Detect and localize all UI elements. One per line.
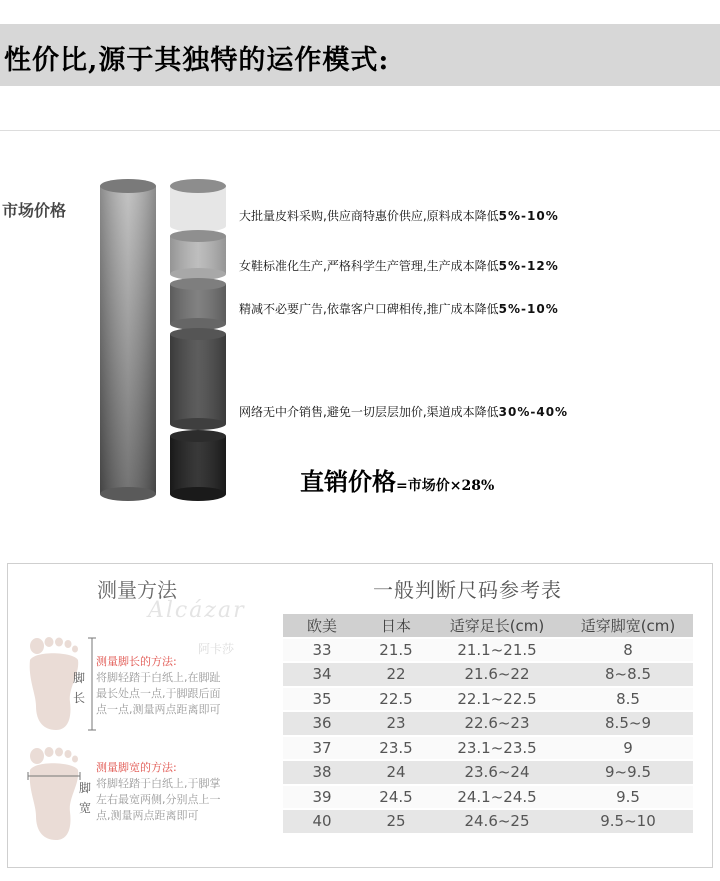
size-table [283, 612, 693, 835]
cell-length: 22.1~22.5 [431, 688, 563, 711]
cell-jp: 23.5 [361, 737, 431, 760]
col-header-japan: 日本 [361, 614, 431, 637]
page-title: 性价比,源于其独特的运作模式: [4, 45, 390, 76]
cell-length: 22.6~23 [431, 712, 563, 735]
cell-jp: 23 [361, 712, 431, 735]
cell-width: 9.5~10 [563, 810, 693, 833]
table-row [283, 663, 693, 686]
cell-width: 9 [563, 737, 693, 760]
table-row [283, 712, 693, 735]
cell-width: 9.5 [563, 786, 693, 809]
cell-eu: 40 [283, 810, 361, 833]
cell-jp: 22.5 [361, 688, 431, 711]
brand-watermark: Alcázar [148, 598, 246, 623]
market-price-label: 市场价格 [2, 201, 67, 220]
foot-length-side-label: 脚长 [72, 671, 85, 705]
cell-eu: 39 [283, 786, 361, 809]
size-table-title: 一般判断尺码参考表 [373, 578, 562, 602]
col-header-foot-length: 适穿足长(cm) [431, 614, 563, 637]
cell-width: 8.5~9 [563, 712, 693, 735]
cell-length: 21.6~22 [431, 663, 563, 686]
foot-length-icon [22, 634, 102, 734]
cell-length: 21.1~21.5 [431, 639, 563, 662]
cell-jp: 21.5 [361, 639, 431, 662]
divider [0, 130, 720, 131]
cell-eu: 33 [283, 639, 361, 662]
cell-jp: 25 [361, 810, 431, 833]
header-bar [0, 24, 720, 86]
cell-jp: 24.5 [361, 786, 431, 809]
cell-eu: 36 [283, 712, 361, 735]
table-row [283, 786, 693, 809]
table-row [283, 810, 693, 833]
width-method-text: 测量脚宽的方法: 将脚轻踏于白纸上,于脚掌 左右最宽两侧,分别点上一 点,测量两点距离即可 [96, 761, 221, 822]
cell-length: 23.6~24 [431, 761, 563, 784]
size-guide-panel [7, 563, 713, 868]
cell-length: 23.1~23.5 [431, 737, 563, 760]
direct-price-formula: 直销价格=市场价×28% [300, 467, 495, 496]
cost-note-channel: 网络无中介销售,避免一切层层加价,渠道成本降低30%-40% [239, 405, 569, 419]
size-table-header-row [283, 614, 693, 637]
table-row [283, 761, 693, 784]
brand-watermark-cn: 阿卡莎 [198, 642, 235, 656]
cell-width: 8 [563, 639, 693, 662]
cell-length: 24.6~25 [431, 810, 563, 833]
cell-length: 24.1~24.5 [431, 786, 563, 809]
cell-eu: 35 [283, 688, 361, 711]
cost-note-material: 大批量皮料采购,供应商特惠价供应,原料成本降低5%-10% [239, 209, 559, 223]
length-method-text: 测量脚长的方法: 将脚轻踏于白纸上,在脚趾 最长处点一点,于脚跟后面 点一点,测量两点距离即可 [96, 655, 221, 716]
table-row [283, 639, 693, 662]
cell-width: 9~9.5 [563, 761, 693, 784]
table-row [283, 688, 693, 711]
cost-note-promotion: 精减不必要广告,依靠客户口碑相传,推广成本降低5%-10% [239, 302, 559, 316]
cost-breakdown-cylinder [170, 178, 226, 502]
table-row [283, 737, 693, 760]
measure-title: 测量方法 [97, 578, 177, 602]
cell-jp: 22 [361, 663, 431, 686]
cell-eu: 34 [283, 663, 361, 686]
cell-width: 8~8.5 [563, 663, 693, 686]
cost-note-production: 女鞋标准化生产,严格科学生产管理,生产成本降低5%-12% [239, 259, 559, 273]
cell-eu: 37 [283, 737, 361, 760]
cell-width: 8.5 [563, 688, 693, 711]
col-header-eu-us: 欧美 [283, 614, 361, 637]
market-price-cylinder [100, 178, 156, 502]
col-header-foot-width: 适穿脚宽(cm) [563, 614, 693, 637]
cell-jp: 24 [361, 761, 431, 784]
cell-eu: 38 [283, 761, 361, 784]
foot-width-side-label: 脚宽 [78, 781, 91, 815]
